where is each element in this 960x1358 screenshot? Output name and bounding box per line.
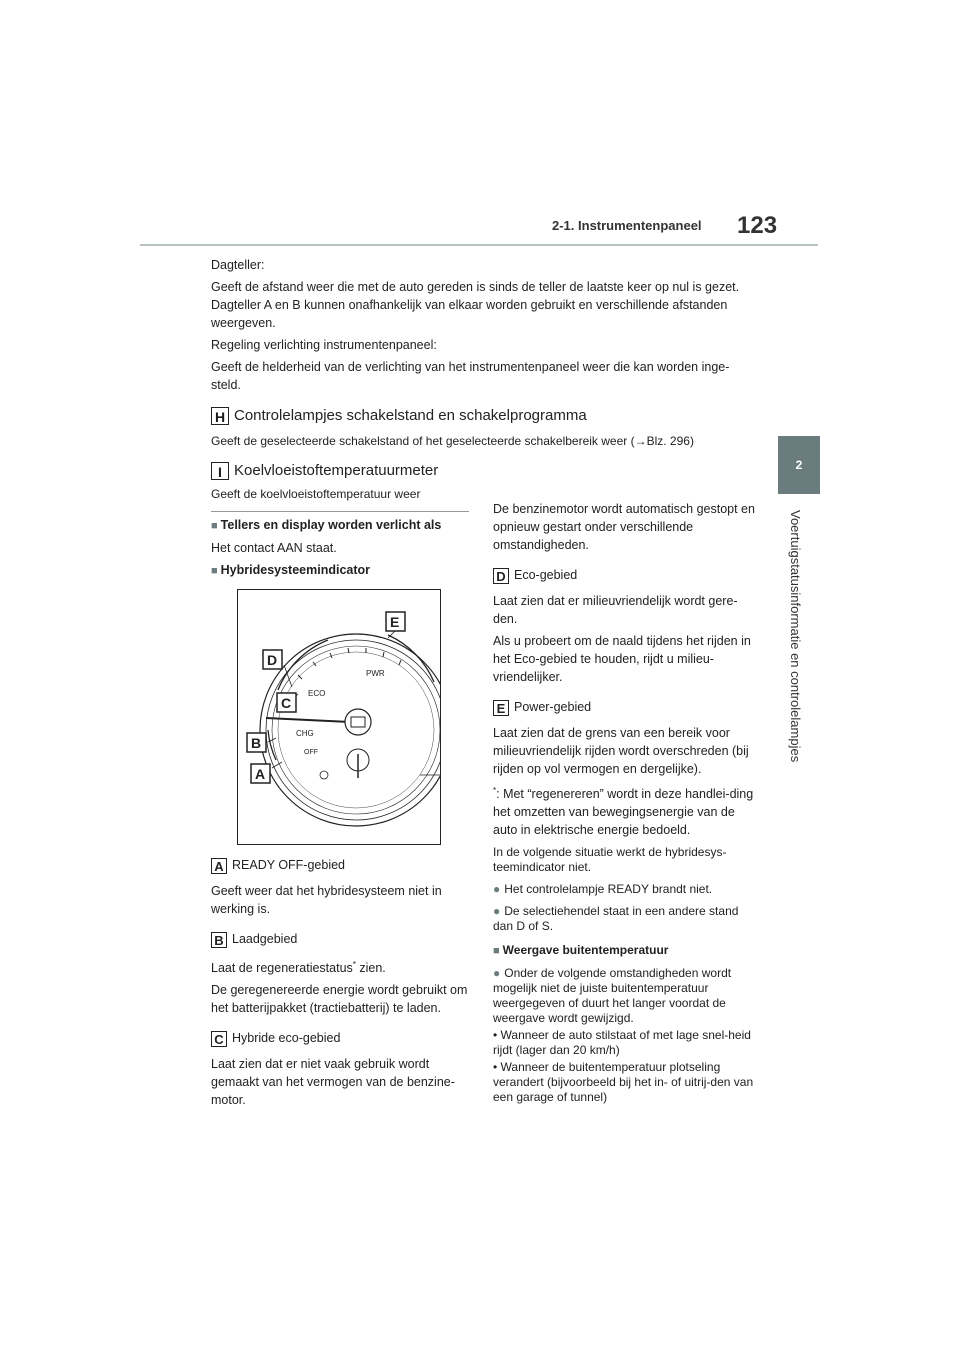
label-box-e: E <box>493 700 509 716</box>
text: Laat de regeneratiestatus <box>211 961 353 976</box>
label-box-d: D <box>493 568 509 584</box>
subheading <box>211 561 471 580</box>
paragraph: Regeling verlichting instrumentenpaneel: <box>211 338 437 352</box>
item-title: Hybride eco-gebied <box>232 1031 341 1046</box>
subheading <box>211 516 471 535</box>
paragraph: Laat zien dat er niet vaak gebruik wordt gemaakt van het vermogen van de benzine-motor. <box>211 1057 455 1108</box>
item-a <box>211 856 471 874</box>
column-rule <box>211 511 469 512</box>
gauge-eco-label: ECO <box>308 689 326 698</box>
dash-item <box>493 1060 755 1105</box>
heading-title: Controlelampjes schakelstand en schakelprogramma <box>234 407 587 424</box>
bullet-icon: • <box>493 1028 501 1043</box>
paragraph: De benzinemotor wordt automatisch gestopt en opnieuw gestart onder verschillende omstandigheden. <box>493 502 755 552</box>
paragraph: Het contact AAN staat. <box>211 541 337 555</box>
gauge-off-label: OFF <box>304 749 318 756</box>
label-box-a: A <box>211 858 227 874</box>
paragraph: In de volgende situatie werkt de hybridesys-teemindicator niet. <box>493 845 727 875</box>
callout-e: E <box>390 614 400 630</box>
chapter-title: Voertuigstatusinformatie en controlelampjes <box>788 510 803 763</box>
left-column <box>211 516 471 580</box>
gauge-illustration <box>238 590 440 844</box>
square-bullet-icon: ■ <box>493 945 500 958</box>
paragraph: Laat zien dat de grens van een bereik voor milieuvriendelijk rijden wordt overschreden (bij rijden op vol vermogen en dergelijke). <box>493 726 749 776</box>
bullet-icon: • <box>493 1060 501 1075</box>
footnote-mark: * <box>352 960 356 969</box>
square-bullet-icon: ■ <box>211 565 218 577</box>
circle-bullet-icon: ● <box>493 882 501 897</box>
paragraph: Geeft de geselecteerde schakelstand of het geselecteerde schakelbereik weer (→Blz. 296) <box>211 434 694 448</box>
chapter-tab: 2 <box>778 436 820 494</box>
item-title: Power-gebied <box>514 700 592 714</box>
footnote-mark: * <box>493 786 497 795</box>
paragraph: Geeft de helderheid van de verlichting van het instrumentenpaneel weer die kan worden inge-steld. <box>211 360 730 392</box>
bullet-item <box>493 882 755 897</box>
bullet-text: De selectiehendel staat in een andere stand dan D of S. <box>493 904 739 934</box>
top-content <box>211 256 751 503</box>
dash-item <box>493 1028 755 1058</box>
subheading-text: Hybridesysteemindicator <box>220 563 371 577</box>
heading-i <box>211 462 751 480</box>
gauge-chg-label: CHG <box>296 729 314 738</box>
item-e <box>493 698 755 716</box>
heading-h <box>211 407 751 425</box>
paragraph <box>211 956 471 977</box>
paragraph: De geregenereerde energie wordt gebruikt om het batterijpakket (tractiebatterij) te laden. <box>211 983 468 1016</box>
circle-bullet-icon: ● <box>493 904 501 919</box>
subheading-text: Weergave buitentemperatuur <box>502 943 669 958</box>
subheading-text: Tellers en display worden verlicht als <box>220 518 442 532</box>
label-box-b: B <box>211 932 227 948</box>
dash-text: Wanneer de auto stilstaat of met lage snel-heid rijdt (lager dan 20 km/h) <box>493 1028 751 1058</box>
item-c <box>211 1029 471 1047</box>
bullet-item <box>493 904 755 934</box>
chapter-title-vertical <box>788 510 810 772</box>
section-header: 2-1. Instrumentenpaneel <box>552 218 702 233</box>
circle-bullet-icon: ● <box>493 966 501 981</box>
callout-c: C <box>281 695 292 711</box>
right-column <box>493 500 755 1105</box>
label-box-i: I <box>211 462 229 480</box>
bullet-text: Het controlelampje READY brandt niet. <box>504 882 713 897</box>
heading-title: Koelvloeistoftemperatuurmeter <box>234 462 439 479</box>
paragraph: Dagteller: <box>211 258 265 272</box>
hybrid-indicator-figure <box>237 589 441 845</box>
bullet-text: Onder de volgende omstandigheden wordt mogelijk niet de juiste buitentemperatuur weergegeven of duurt het langer voordat de weergave wordt gewijzigd. <box>493 966 732 1026</box>
subheading <box>493 943 755 959</box>
item-title: Laadgebied <box>232 932 298 946</box>
bullet-item <box>493 966 755 1026</box>
square-bullet-icon: ■ <box>211 520 218 532</box>
item-d <box>493 566 755 584</box>
footnote-text: : Met “regenereren” wordt in deze handlei-ding het omzetten van bewegingsenergie van de auto in elektrische energie bedoeld. <box>493 787 754 838</box>
label-box-c: C <box>211 1031 227 1047</box>
dash-text: Wanneer de buitentemperatuur plotseling verandert (bijvoorbeeld bij het in- of uitrij-den van een garage of tunnel) <box>493 1060 754 1105</box>
item-b <box>211 930 471 948</box>
paragraph: Laat zien dat er milieuvriendelijk wordt gere-den. <box>493 594 738 626</box>
header-rule <box>140 244 818 246</box>
paragraph: Geeft de koelvloeistoftemperatuur weer <box>211 487 421 501</box>
paragraph: Geeft de afstand weer die met de auto gereden is sinds de teller de laatste keer op nul is gezet. Dagteller A en B kunnen onafhankelijk van elkaar worden gebruikt en verschillende afstanden weergeven. <box>211 280 740 330</box>
callout-b: B <box>251 735 262 751</box>
item-title: READY OFF-gebied <box>232 858 346 872</box>
page-number: 123 <box>737 212 778 239</box>
label-box-h: H <box>211 407 229 425</box>
text: zien. <box>355 961 386 976</box>
left-column-lower <box>211 856 471 1109</box>
footnote <box>493 782 755 839</box>
paragraph: Geeft weer dat het hybridesysteem niet in werking is. <box>211 884 442 916</box>
callout-a: A <box>255 766 266 782</box>
item-title: Eco-gebied <box>514 568 578 582</box>
paragraph: Als u probeert om de naald tijdens het rijden in het Eco-gebied te houden, rijdt u milieu-vriendelijker. <box>493 634 751 684</box>
gauge-pwr-label: PWR <box>366 669 385 678</box>
callout-d: D <box>267 652 278 668</box>
